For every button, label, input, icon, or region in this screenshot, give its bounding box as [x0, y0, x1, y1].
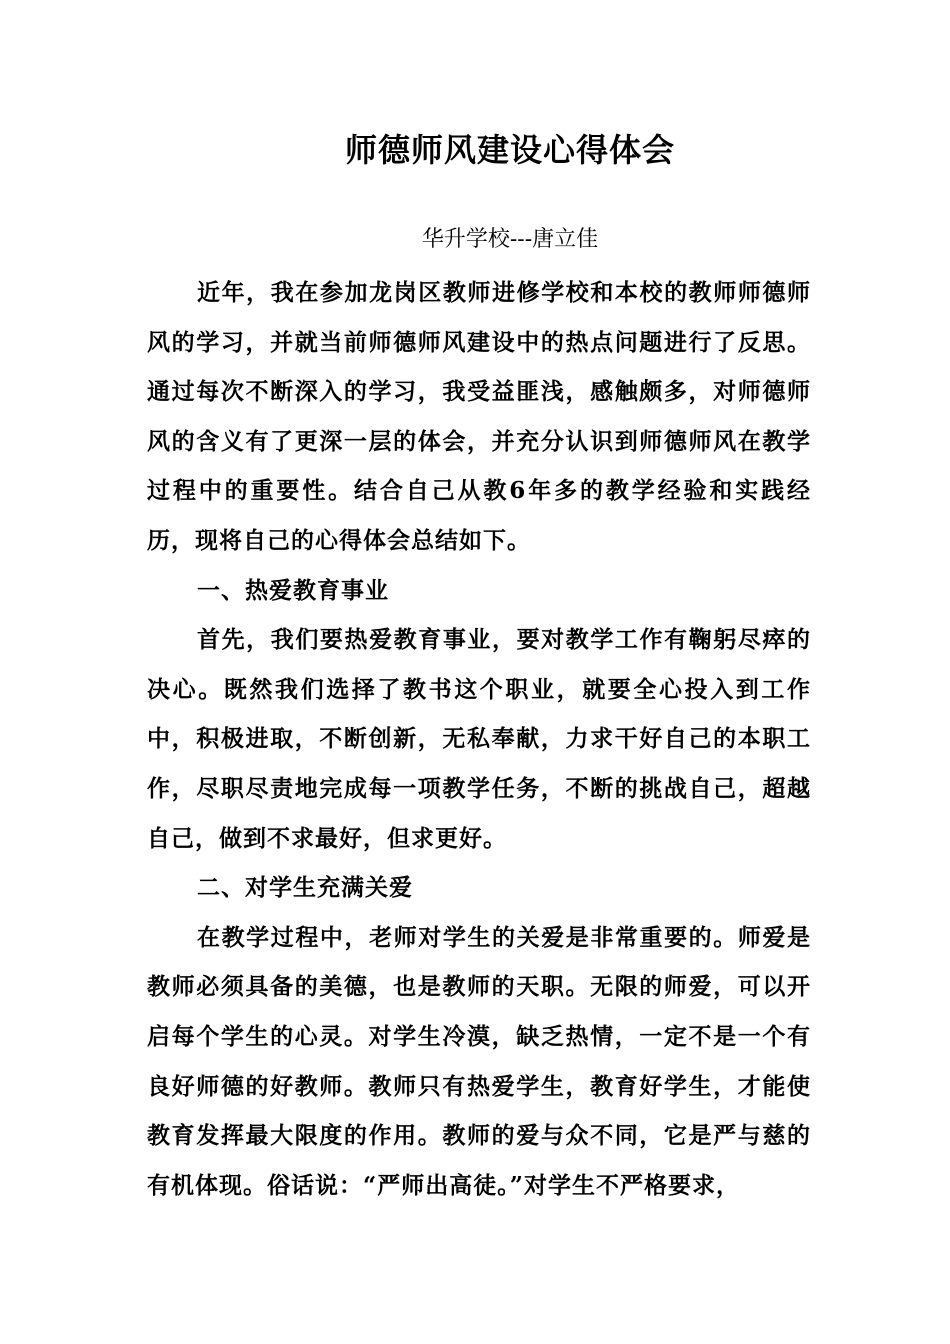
section-heading-1: 一、热爱教育事业 [197, 576, 389, 604]
document-body [147, 268, 811, 1210]
section-heading-2: 二、对学生充满关爱 [197, 874, 413, 902]
paragraph-intro: 近年，我在参加龙岗区教师进修学校和本校的教师师德师风的学习，并就当前师德师风建设中的热点问题进行了反思。通过每次不断深入的学习，我受益匪浅，感触颇多，对师德师风的含义有了更深一层的体会，并充分认识到师德师风在教学过程中的重要性。结合自己从教6年多的教学经验和实践经历，现将自己的心得体会总结如下。 [147, 279, 811, 554]
paragraph-section-2: 在教学过程中，老师对学生的关爱是非常重要的。师爱是教师必须具备的美德，也是教师的天职。无限的师爱，可以开启每个学生的心灵。对学生冷漠，缺乏热情，一定不是一个有良好师德的好教师。教师只有热爱学生，教育好学生，才能使教育发挥最大限度的作用。教师的爱与众不同，它是严与慈的有机体现。俗话说：“严师出高徒。”对学生不严格要求， [147, 923, 811, 1199]
author-byline: 华升学校---唐立佳 [421, 227, 599, 252]
document-title: 师德师风建设心得体会 [344, 131, 675, 169]
paragraph-section-1: 首先，我们要热爱教育事业，要对教学工作有鞠躬尽瘁的决心。既然我们选择了教书这个职业，就要全心投入到工作中，积极进取，不断创新，无私奉献，力求干好自己的本职工作，尽职尽责地完成每一项教学任务，不断的挑战自己，超越自己，做到不求最好，但求更好。 [147, 626, 811, 852]
